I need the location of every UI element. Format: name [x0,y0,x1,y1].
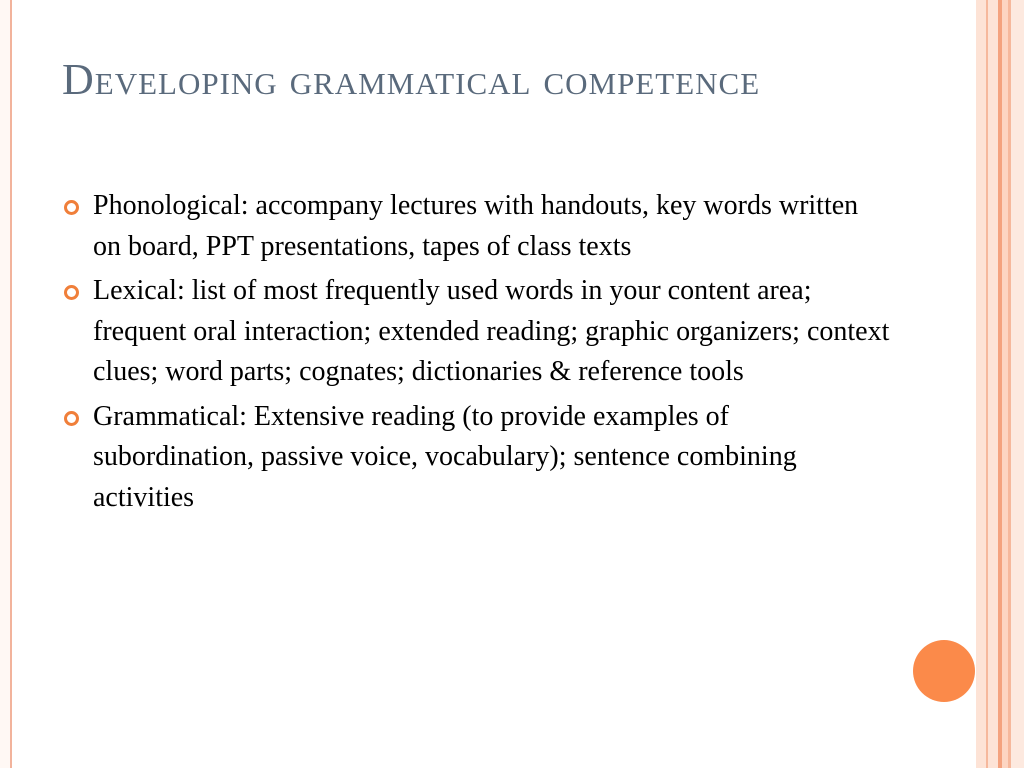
stripe [1011,0,1024,768]
decorative-circle [913,640,975,702]
bullet-text: Lexical: list of most frequently used words in your content area; frequent oral interaction; extended reading; graphic organizers; context clues; word parts; cognates; dictionaries & reference tools [93,275,890,387]
bullet-text: Phonological: accompany lectures with handouts, key words written on board, PPT presentations, tapes of class texts [93,190,859,262]
ring-bullet-icon [64,411,79,426]
bullet-item-grammatical [62,397,892,519]
bullet-item-phonological [62,186,892,267]
left-border-decoration [0,0,12,768]
right-stripes-decoration [976,0,1024,768]
bullet-item-lexical [62,271,892,393]
bullet-list [62,186,892,522]
stripe [988,0,998,768]
ring-bullet-icon [64,200,79,215]
slide-title: Developing grammatical competence [62,55,761,104]
bullet-text: Grammatical: Extensive reading (to provide examples of subordination, passive voice, vocabulary); sentence combining activities [93,400,797,513]
ring-bullet-icon [64,285,79,300]
stripe [976,0,986,768]
